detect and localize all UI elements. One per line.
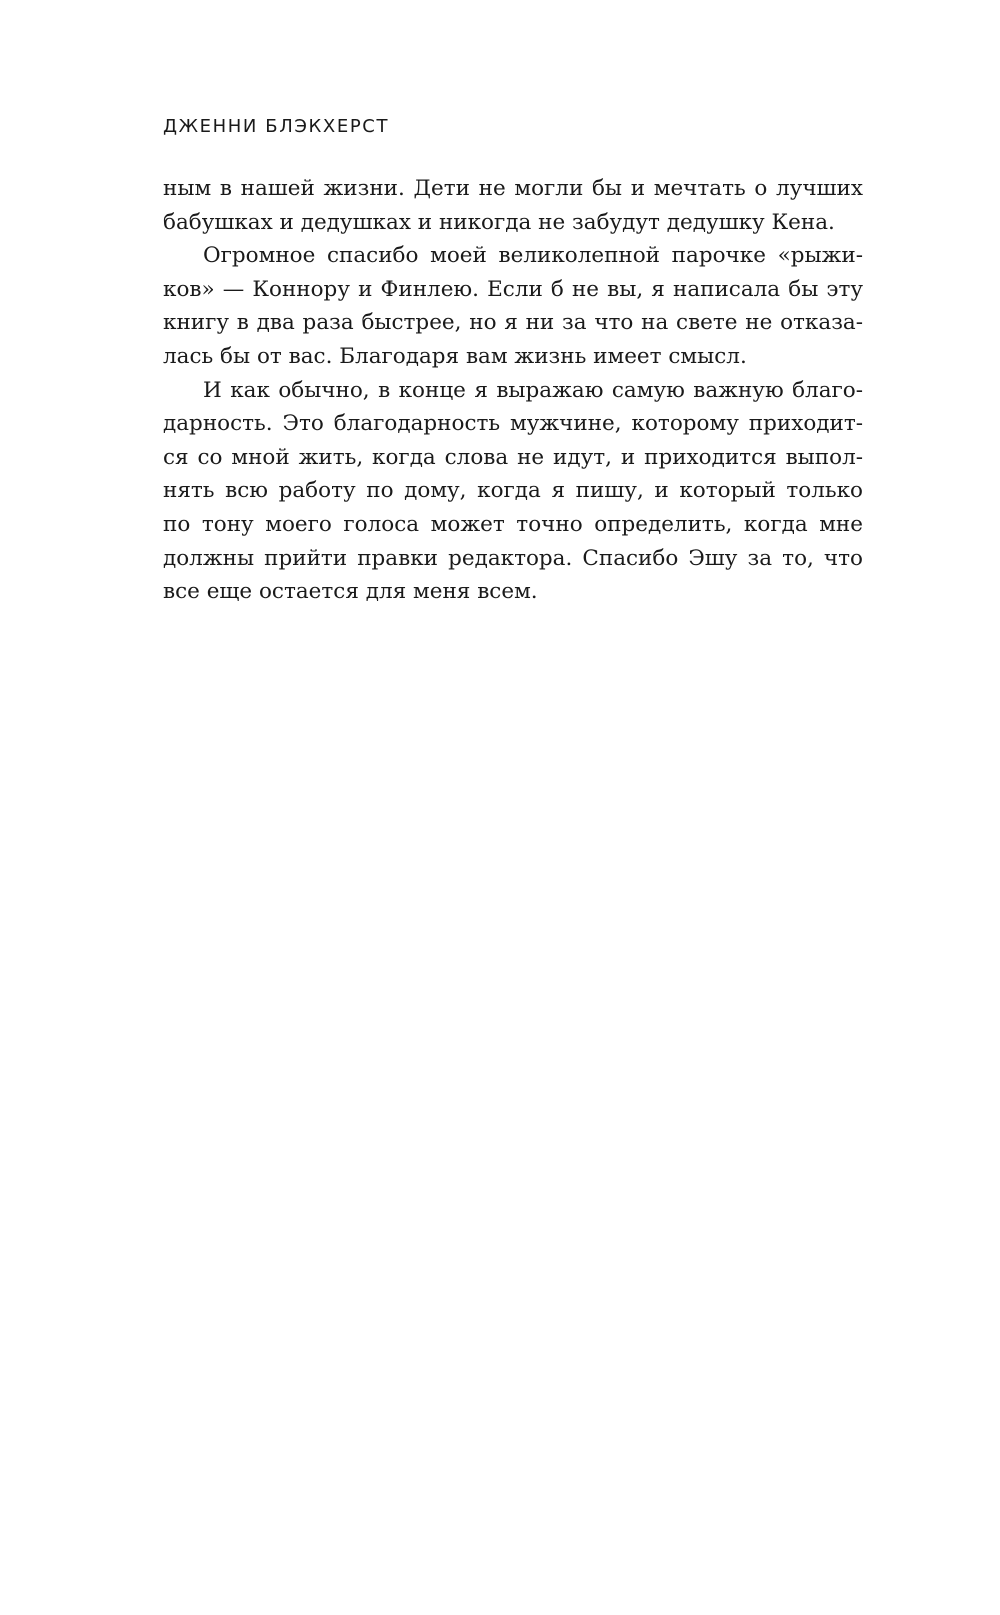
text-line: по тону моего голоса может точно определить, когда мне	[163, 511, 863, 537]
text-line: должны прийти правки редактора. Спасибо Эшу за то, что	[163, 545, 863, 571]
running-head-author: ДЖЕННИ БЛЭКХЕРСТ	[163, 116, 390, 137]
text-line: все еще остается для меня всем.	[163, 579, 538, 605]
text-line: ков» — Коннору и Финлею. Если б не вы, я написала бы эту	[163, 276, 863, 302]
text-line: книгу в два раза быстрее, но я ни за что на свете не отказа-	[163, 310, 863, 336]
text-line: И как обычно, в конце я выражаю самую важную благо-	[203, 377, 863, 403]
text-line: ным в нашей жизни. Дети не могли бы и мечтать о лучших	[163, 176, 863, 201]
text-line: Огромное спасибо моей великолепной парочке «рыжи-	[203, 243, 863, 269]
body-text	[163, 172, 863, 609]
text-line: бабушках и дедушках и никогда не забудут дедушку Кена.	[163, 209, 835, 235]
text-line: лась бы от вас. Благодаря вам жизнь имеет смысл.	[163, 343, 747, 369]
text-line: ся со мной жить, когда слова не идут, и приходится выпол-	[163, 444, 863, 470]
text-line: нять всю работу по дому, когда я пишу, и который только	[163, 478, 863, 504]
text-line: дарность. Это благодарность мужчине, которому приходит-	[163, 411, 863, 437]
